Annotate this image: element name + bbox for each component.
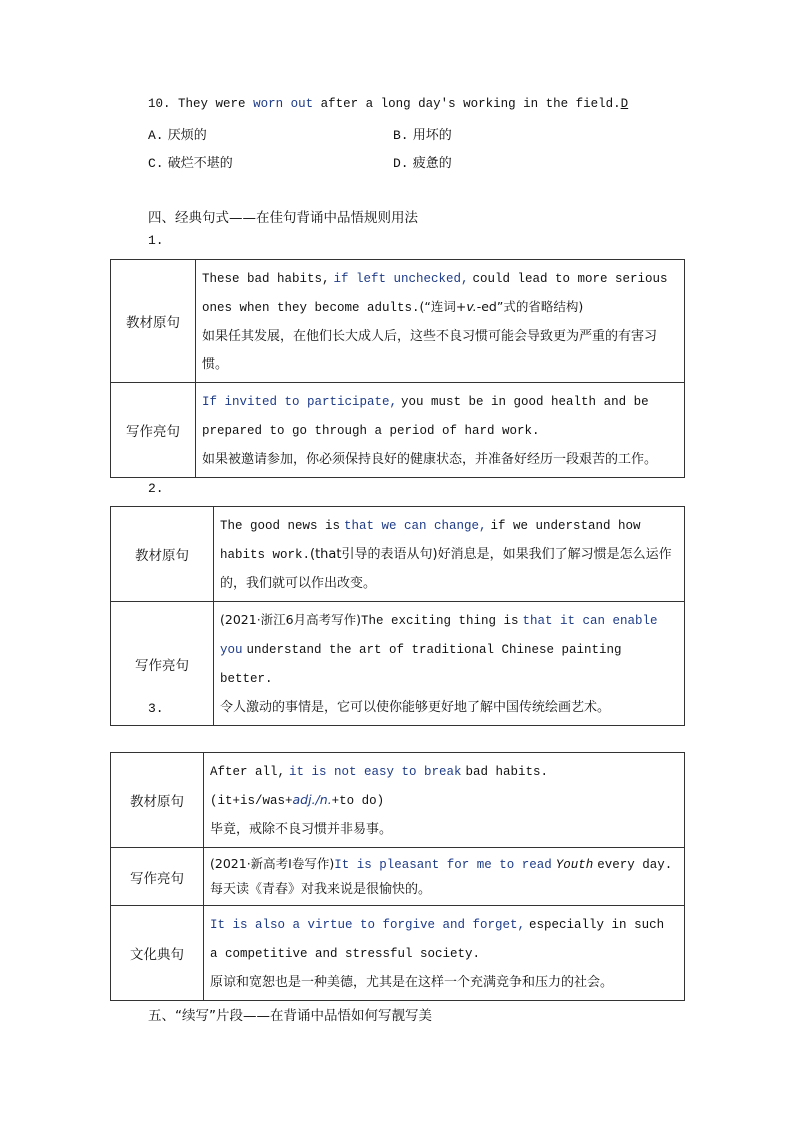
textbook-sentence: The good news is that we can change, if we understand how habits work.(that引导的表语从句)好消息是，如果我们了解习惯是怎么运作的，我们就可以作出改变。 [214,507,685,602]
textbook-sentence: These bad habits, if left unchecked, could lead to more serious ones when they become adults.(“连词+v.-ed”式的省略结构) 如果任其发展，在他们长大成人后，这些不良习惯可能会导致更为严重的有害习惯。 [196,260,685,383]
highlighted-phrase: worn out [253,97,314,111]
row-label: 写作亮句 [111,602,214,726]
item-1-table [110,259,685,478]
option-c: C. 破烂不堪的 [148,156,233,171]
row-label: 写作亮句 [111,848,204,906]
question-10 [148,97,628,111]
item-2-number: 2. [148,481,164,496]
option-b: B. 用坏的 [393,128,452,143]
row-label: 教材原句 [111,753,204,848]
writing-sentence: (2021·新高考Ⅰ卷写作)It is pleasant for me to read Youth every day. 每天读《青春》对我来说是很愉快的。 [204,848,685,906]
row-label: 教材原句 [111,260,196,383]
textbook-sentence: After all, it is not easy to break bad habits.(it+is/was+adj./n.+to do) 毕竟，戒除不良习惯并非易事。 [204,753,685,848]
row-label: 教材原句 [111,507,214,602]
question-number: 10. [148,97,171,111]
section-5-title: 五、“续写”片段——在背诵中品悟如何写靓写美 [148,1008,432,1024]
option-a: A. 厌烦的 [148,128,207,143]
question-text: They were [178,97,246,111]
answer-key: D [620,97,629,111]
writing-sentence: If invited to participate, you must be in good health and be prepared to go through a period of hard work. 如果被邀请参加，你必须保持良好的健康状态，并准备好经历一段艰苦的工作。 [196,383,685,478]
item-3-number: 3. [148,701,164,716]
item-2-table [110,506,685,726]
question-text-end: after a long day's working in the field. [320,97,621,111]
item-3-table [110,752,685,1001]
row-label: 写作亮句 [111,383,196,478]
option-d: D. 疲惫的 [393,156,452,171]
culture-sentence: It is also a virtue to forgive and forget, especially in such a competitive and stressful society. 原谅和宽恕也是一种美德，尤其是在这样一个充满竞争和压力的社会。 [204,906,685,1001]
item-1-number: 1. [148,233,164,248]
writing-sentence: (2021·浙江6月高考写作)The exciting thing is that it can enable you understand the art of traditional Chinese painting better. 令人激动的事情是，它可以使你能够更好地了解中国传统绘画艺术。 [214,602,685,726]
section-4-title: 四、经典句式——在佳句背诵中品悟规则用法 [148,210,418,226]
row-label: 文化典句 [111,906,204,1001]
